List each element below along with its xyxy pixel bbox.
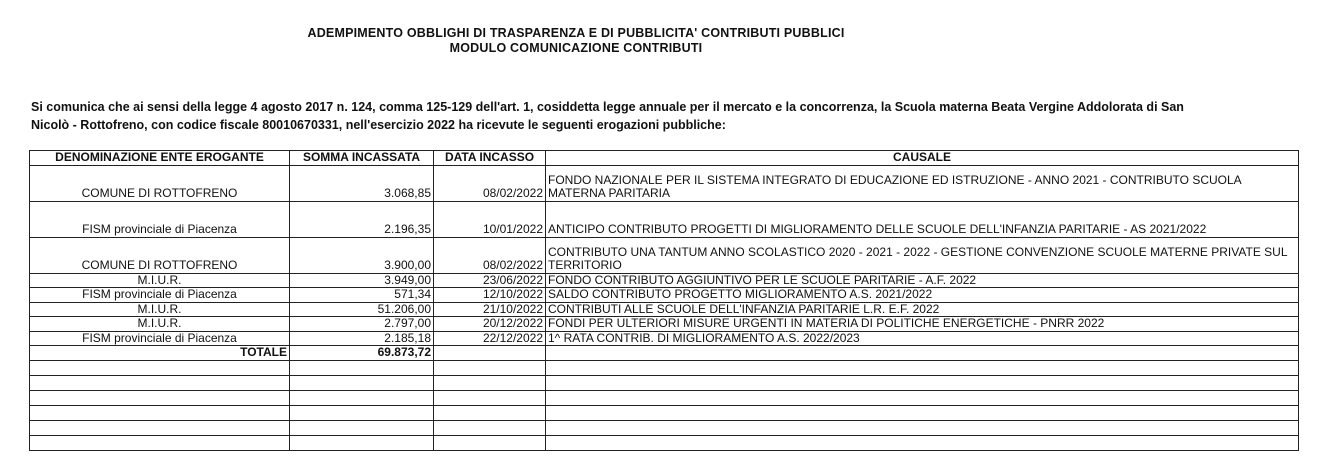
cell-causale: FONDO NAZIONALE PER IL SISTEMA INTEGRATO DI EDUCAZIONE ED ISTRUZIONE - ANNO 2021 - CONTRIBUTO SCUOLA MATERNA PARITARIA xyxy=(546,165,1299,201)
cell-causale: ANTICIPO CONTRIBUTO PROGETTI DI MIGLIORAMENTO DELLE SCUOLE DELL'INFANZIA PARITARIE - AS 2021/2022 xyxy=(546,201,1299,237)
intro-paragraph xyxy=(31,98,1301,134)
cell-ente: COMUNE DI ROTTOFRENO xyxy=(30,237,290,273)
cell-data: 23/06/2022 xyxy=(434,273,546,288)
cell-data: 08/02/2022 xyxy=(434,165,546,201)
cell-somma: 51.206,00 xyxy=(290,302,434,317)
empty-cell xyxy=(546,346,1299,361)
cell-ente: FISM provinciale di Piacenza xyxy=(30,288,290,303)
cell-causale: SALDO CONTRIBUTO PROGETTO MIGLIORAMENTO A.S. 2021/2022 xyxy=(546,288,1299,303)
total-row xyxy=(30,346,1299,361)
empty-row xyxy=(30,435,1299,450)
table-row xyxy=(30,317,1299,332)
document-title: ADEMPIMENTO OBBLIGHI DI TRASPARENZA E DI PUBBLICITA' CONTRIBUTI PUBBLICI xyxy=(307,26,845,40)
cell-somma: 2.797,00 xyxy=(290,317,434,332)
cell-ente: FISM provinciale di Piacenza xyxy=(30,331,290,346)
table-row xyxy=(30,237,1299,273)
contributions-table xyxy=(29,150,1299,451)
cell-somma: 2.185,18 xyxy=(290,331,434,346)
intro-line-2: Nicolò - Rottofreno, con codice fiscale 80010670331, nell'esercizio 2022 ha ricevute le seguenti erogazioni pubbliche: xyxy=(31,118,726,132)
header-causale: CAUSALE xyxy=(546,151,1299,166)
cell-ente: FISM provinciale di Piacenza xyxy=(30,201,290,237)
intro-line-1: Si comunica che ai sensi della legge 4 agosto 2017 n. 124, comma 125-129 dell'art. 1, cosiddetta legge annuale per il mercato e la concorrenza, la Scuola materna Beata Vergine Addolorata di San xyxy=(31,100,1184,114)
total-label: TOTALE xyxy=(30,346,290,361)
cell-ente: M.I.U.R. xyxy=(30,302,290,317)
cell-somma: 3.949,00 xyxy=(290,273,434,288)
empty-row xyxy=(30,375,1299,390)
cell-causale: CONTRIBUTI ALLE SCUOLE DELL'INFANZIA PARITARIE L.R. E.F. 2022 xyxy=(546,302,1299,317)
header-somma: SOMMA INCASSATA xyxy=(290,151,434,166)
cell-data: 12/10/2022 xyxy=(434,288,546,303)
empty-cell xyxy=(434,346,546,361)
header-ente: DENOMINAZIONE ENTE EROGANTE xyxy=(30,151,290,166)
table-row xyxy=(30,331,1299,346)
cell-somma: 3.068,85 xyxy=(290,165,434,201)
document-subtitle: MODULO COMUNICAZIONE CONTRIBUTI xyxy=(449,41,703,55)
cell-data: 08/02/2022 xyxy=(434,237,546,273)
total-value: 69.873,72 xyxy=(290,346,434,361)
cell-data: 20/12/2022 xyxy=(434,317,546,332)
cell-somma: 2.196,35 xyxy=(290,201,434,237)
cell-data: 22/12/2022 xyxy=(434,331,546,346)
cell-ente: M.I.U.R. xyxy=(30,273,290,288)
empty-row xyxy=(30,390,1299,405)
table-header-row xyxy=(30,151,1299,166)
table-row xyxy=(30,288,1299,303)
empty-row xyxy=(30,360,1299,375)
cell-causale: CONTRIBUTO UNA TANTUM ANNO SCOLASTICO 2020 - 2021 - 2022 - GESTIONE CONVENZIONE SCUOLE MATERNE PRIVATE SUL TERRITORIO xyxy=(546,237,1299,273)
header-data: DATA INCASSO xyxy=(434,151,546,166)
table-row xyxy=(30,302,1299,317)
cell-ente: M.I.U.R. xyxy=(30,317,290,332)
table-row xyxy=(30,273,1299,288)
cell-somma: 571,34 xyxy=(290,288,434,303)
cell-causale: FONDO CONTRIBUTO AGGIUNTIVO PER LE SCUOLE PARITARIE - A.F. 2022 xyxy=(546,273,1299,288)
cell-causale: 1^ RATA CONTRIB. DI MIGLIORAMENTO A.S. 2022/2023 xyxy=(546,331,1299,346)
table-row xyxy=(30,201,1299,237)
cell-somma: 3.900,00 xyxy=(290,237,434,273)
cell-data: 21/10/2022 xyxy=(434,302,546,317)
empty-row xyxy=(30,405,1299,420)
empty-row xyxy=(30,420,1299,435)
cell-causale: FONDI PER ULTERIORI MISURE URGENTI IN MATERIA DI POLITICHE ENERGETICHE - PNRR 2022 xyxy=(546,317,1299,332)
table-row xyxy=(30,165,1299,201)
cell-data: 10/01/2022 xyxy=(434,201,546,237)
cell-ente: COMUNE DI ROTTOFRENO xyxy=(30,165,290,201)
